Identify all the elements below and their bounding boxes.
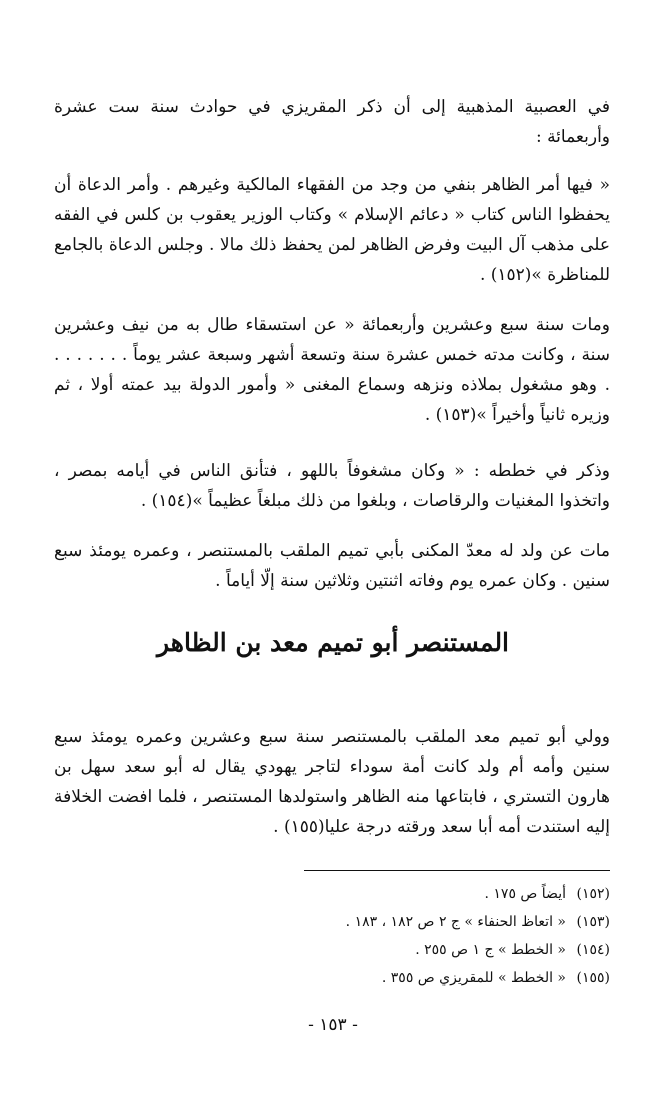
footnote-item [54, 880, 610, 908]
footnote-item [54, 936, 610, 964]
paragraph-heir: مات عن ولد له معدّ المكنى بأبي تميم الملقب بالمستنصر ، وعمره يومئذ سبع سنين . وكان عمره يوم وفاته اثنتين وثلاثين سنة إلّا أياماً . [54, 541, 610, 591]
footnote-text: « اتعاظ الحنفاء » ج ٢ ص ١٨٢ ، ١٨٣ . [345, 914, 566, 930]
paragraph-quote-maqrizi: « فيها أمر الظاهر بنفي من وجد من الفقهاء المالكية وغيرهم . وأمر الدعاة أن يحفظوا الناس كتاب « دعائم الإسلام » وكتاب الوزير يعقوب بن كلس في الفقه على مذهب آل البيت وفرض الظاهر لمن يحفظ ذلك مالا . وجلس الدعاة بالجامع للمناظرة »(١٥٢) . [54, 175, 610, 285]
paragraph-intro: في العصبية المذهبية إلى أن ذكر المقريزي في حوادث سنة ست عشرة وأربعمائة : [54, 97, 610, 147]
footnote-number: (١٥٥) [576, 970, 610, 986]
footnote-text: أيضاً ص ١٧٥ . [484, 886, 566, 902]
footnote-item [54, 908, 610, 936]
page-number: - ١٥٣ - [308, 1015, 358, 1035]
footnote-number: (١٥٤) [576, 942, 610, 958]
footnote-divider [304, 870, 610, 871]
footnotes-list [54, 880, 610, 992]
footnote-item [54, 964, 610, 992]
section-heading: المستنصر أبو تميم معد بن الظاهر [156, 628, 510, 657]
paragraph-death: ومات سنة سبع وعشرين وأربعمائة « عن استسقاء طال به من نيف وعشرين سنة ، وكانت مدته خمس عشرة سنة وتسعة أشهر وسبعة عشر يوماً . . . . . . . . وهو مشغول بملاذه ونزهه وسماع المغنى « وأمور الدولة بيد عمته أولا ، ثم وزيره ثانياً وأخيراً »(١٥٣) . [54, 315, 610, 425]
footnote-number: (١٥٣) [576, 914, 610, 930]
footnote-text: « الخطط » للمقريزي ص ٣٥٥ . [381, 970, 566, 986]
footnote-number: (١٥٢) [576, 886, 610, 902]
footnote-text: « الخطط » ج ١ ص ٢٥٥ . [415, 942, 566, 958]
paragraph-khitat: وذكر في خططه : « وكان مشغوفاً باللهو ، فتأنق الناس في أيامه بمصر ، واتخذوا المغنيات والرقاصات ، وبلغوا من ذلك مبلغاً عظيماً »(١٥٤) . [54, 461, 610, 511]
paragraph-mustansir: وولي أبو تميم معد الملقب بالمستنصر سنة سبع وعشرين وعمره يومئذ سبع سنين وأمه أم ولد كانت أمة سوداء لتاجر يهودي يقال له أبو سعد سهل بن هارون التستري ، فابتاعها منه الظاهر واستولدها المستنصر ، فلما افضت الخلافة إليه استندت أمه أبا سعد ورقته درجة عليا(١٥٥) . [54, 727, 610, 837]
